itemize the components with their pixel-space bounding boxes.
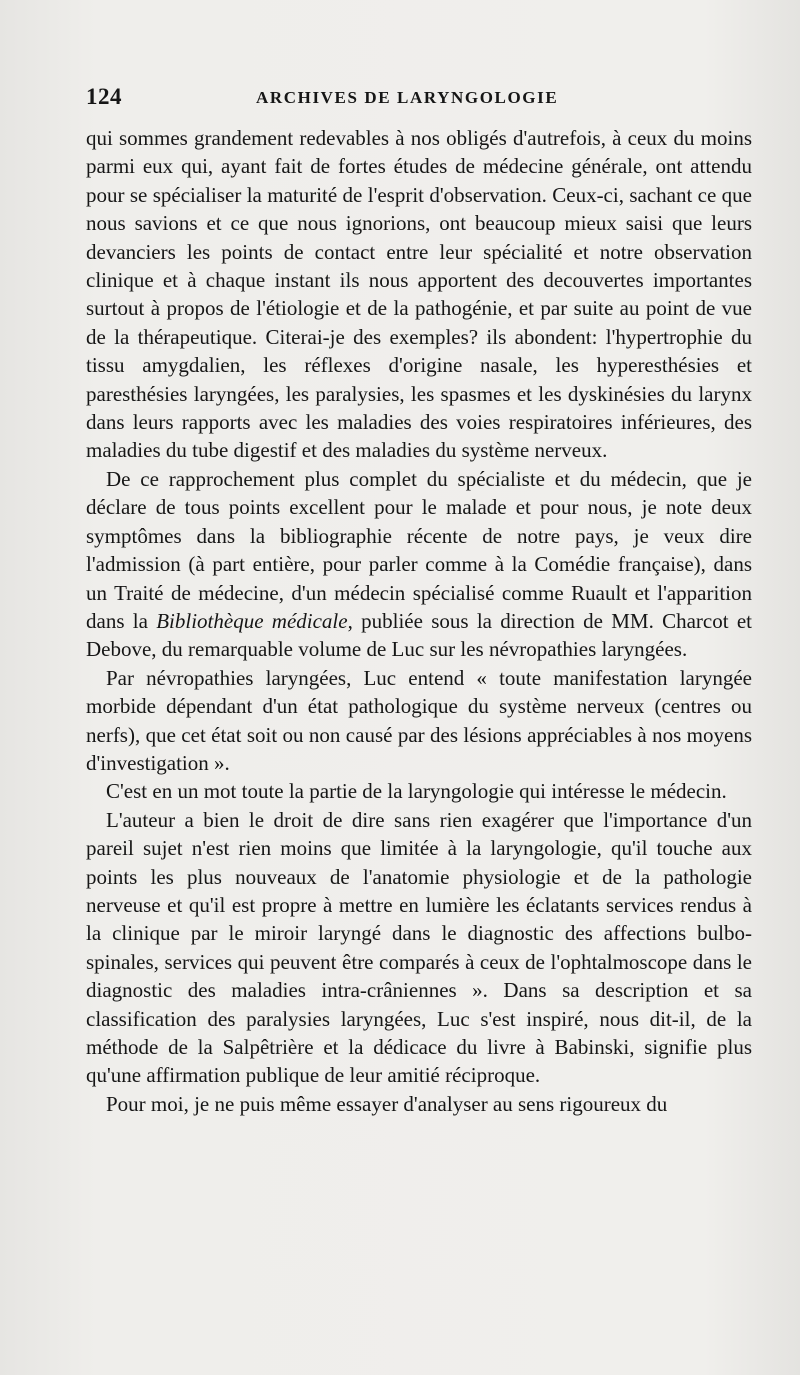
page-header — [86, 84, 750, 116]
paragraph-2 — [86, 465, 752, 664]
running-title: ARCHIVES DE LARYNGOLOGIE — [256, 88, 559, 107]
book-title-italic: Bibliothèque médicale — [156, 608, 348, 633]
paragraph-6: Pour moi, je ne puis même essayer d'analyser au sens rigoureux du — [106, 1091, 668, 1116]
body-text — [86, 124, 752, 1118]
paragraph-2-text-before: De ce rapprochement plus complet du spécialiste et du médecin, que je déclare de tous points excellent pour le malade et pour nous, je note deux symptômes dans la bibliographie récente de notre pays, je veux dire l'admission (à part entière, pour parler comme à la Comédie française), dans un Traité de médecine, d'un médecin spécialisé comme Ruault et l'apparition dans la — [86, 466, 752, 633]
paragraph-4: C'est en un mot toute la partie de la laryngologie qui intéresse le médecin. — [106, 779, 727, 804]
paragraph-2-text-after: , publiée sous la direction de MM. Charcot et Debove, du remarquable volume de Luc sur les névropathies laryngées. — [86, 608, 753, 662]
paragraph-1: qui sommes grandement redevables à nos obligés d'autrefois, à ceux du moins parmi eux qui, ayant fait de fortes études de médecine générale, ont attendu pour se spécialiser la maturité de l'esprit d'observation. Ceux-ci, sachant ce que nous savions et ce que nous ignorions, ont beaucoup mieux saisi que leurs devanciers les points de contact entre leur spécialité et notre observation clinique et à chaque instant ils nous apportent des decouvertes importantes surtout à propos de l'étiologie et de la pathogénie, et par suite au point de vue de la thérapeutique. Citerai-je des exemples? ils abondent: l'hypertrophie du tissu amygdalien, les réflexes d'origine nasale, les hyperesthésies et paresthésies laryngées, les paralysies, les spasmes et les dyskinésies du larynx dans leurs rapports avec les maladies des voies respiratoires inférieures, des maladies du tube digestif et des maladies du système nerveux. — [86, 126, 752, 463]
page-number: 124 — [86, 84, 122, 109]
paragraph-3: Par névropathies laryngées, Luc entend « toute manifestation laryngée morbide dépendant d'un état pathologique du système nerveux (centres ou nerfs), que cet état soit ou non causé par des lésions appréciables à nos moyens d'investigation ». — [86, 665, 752, 775]
paragraph-5: L'auteur a bien le droit de dire sans rien exagérer que l'importance d'un pareil sujet n'est rien moins que limitée à la laryngologie, qu'il touche aux points les plus nouveaux de l'anatomie physiologie et de la pathologie nerveuse et qu'il est propre à mettre en lumière les éclatants services rendus à la clinique par le miroir laryngé dans le diagnostic des affections bulbo-spinales, services qui peuvent être comparés à ceux de l'ophtalmoscope dans le diagnostic des maladies intra-crâniennes ». Dans sa description et sa classification des paralysies laryngées, Luc s'est inspiré, nous dit-il, de la méthode de la Salpêtrière et la dédicace du livre à Babinski, signifie plus qu'une affirmation publique de leur amitié réciproque. — [86, 807, 752, 1088]
